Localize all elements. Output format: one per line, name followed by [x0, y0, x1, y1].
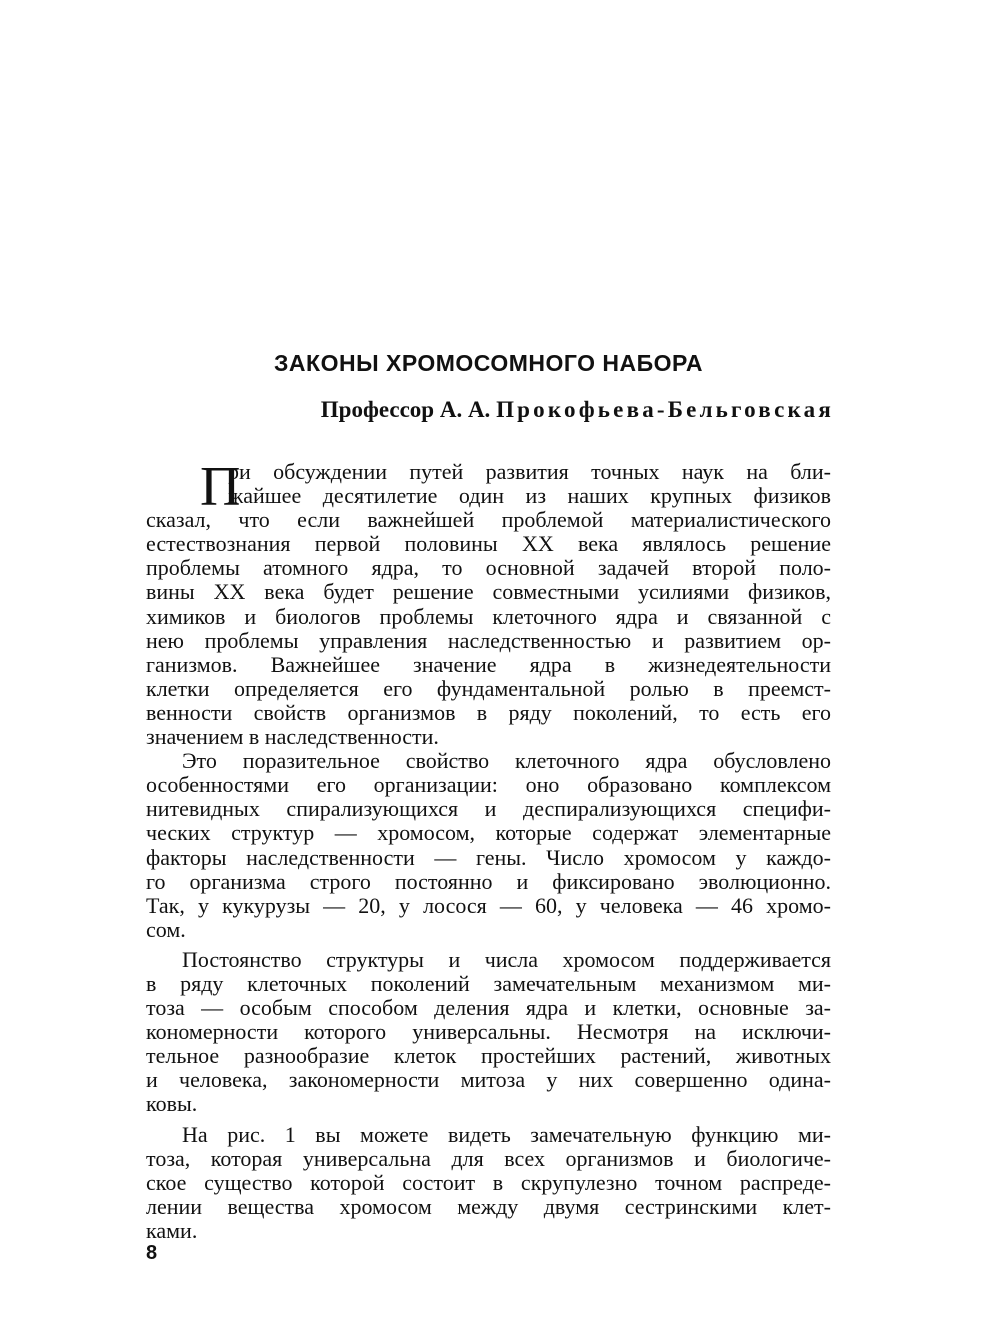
- text-line: тельное разнообразие клеток простейших растений, животных: [146, 1043, 831, 1069]
- text-line: тоза, которая универсальна для всех организмов и биологиче-: [146, 1145, 831, 1171]
- text-line: ками.: [146, 1217, 198, 1243]
- text-line: ское существо которой состоит в скрупулезно точном распреде-: [146, 1169, 831, 1195]
- author-name: Прокофьева-Бельговская: [496, 397, 834, 422]
- text-line: ческих структур — хромосом, которые содержат элементарные: [146, 820, 831, 846]
- text-line: естествознания первой половины XX века являлось решение: [146, 531, 831, 557]
- text-line: нею проблемы управления наследственностью и развитием ор-: [146, 627, 831, 653]
- paragraph: [146, 1123, 831, 1243]
- text-line: факторы наследственности — гены. Число хромосом у каждо-: [146, 844, 831, 870]
- text-line: кономерности которого универсальны. Несмотря на исключи-: [146, 1019, 831, 1045]
- article-title: ЗАКОНЫ ХРОМОСОМНОГО НАБОРА: [274, 350, 703, 376]
- author-prefix: Профессор А. А.: [320, 397, 491, 422]
- page-number: 8: [146, 1242, 158, 1264]
- text-line: На рис. 1 вы можете видеть замечательную функцию ми-: [182, 1121, 831, 1147]
- article-body: [146, 456, 831, 1243]
- text-line: вины XX века будет решение совместными усилиями физиков,: [146, 579, 831, 605]
- paragraph: [146, 948, 831, 1117]
- text-line: особенностями его организации: оно образовано комплексом: [146, 772, 831, 798]
- text-line: жайшее десятилетие один из наших крупных физиков: [228, 483, 831, 509]
- text-line: ри обсуждении путей развития точных наук на бли-: [228, 459, 831, 484]
- text-line: нитевидных спирализующихся и деспирализующихся специфи-: [146, 796, 831, 822]
- text-line: химиков и биологов проблемы клеточного ядра и связанной с: [146, 603, 831, 629]
- text-line: клетки определяется его фундаментальной ролью в преемст-: [146, 675, 831, 701]
- text-line: тоза — особым способом деления ядра и клетки, основные за-: [146, 995, 831, 1021]
- text-line: Так, у кукурузы — 20, у лосося — 60, у человека — 46 хромо-: [146, 892, 831, 918]
- text-line: Это поразительное свойство клеточного ядра обусловлено: [182, 748, 831, 774]
- text-line: в ряду клеточных поколений замечательным механизмом ми-: [146, 970, 831, 996]
- text-line: Постоянство структуры и числа хромосом поддерживается: [182, 946, 831, 972]
- text-line: сом.: [146, 916, 186, 942]
- text-line: проблемы атомного ядра, то основной задачей второй поло-: [146, 555, 831, 581]
- text-line: венности свойств организмов в ряду поколений, то есть его: [146, 699, 831, 725]
- text-line: ковы.: [146, 1091, 198, 1117]
- text-line: ганизмов. Важнейшее значение ядра в жизнедеятельности: [146, 651, 831, 677]
- text-line: го организма строго постоянно и фиксировано эволюционно.: [146, 868, 831, 894]
- drop-cap: П: [200, 456, 241, 518]
- text-line: лении вещества хромосом между двумя сестринскими клет-: [146, 1193, 831, 1219]
- text-line: и человека, закономерности митоза у них совершенно одина-: [146, 1067, 831, 1093]
- text-line: сказал, что если важнейшей проблемой материалистического: [146, 507, 831, 533]
- paragraph: [146, 749, 831, 942]
- article-author: [321, 397, 834, 423]
- paragraph: [146, 456, 831, 750]
- text-line: значением в наследственности.: [146, 724, 439, 750]
